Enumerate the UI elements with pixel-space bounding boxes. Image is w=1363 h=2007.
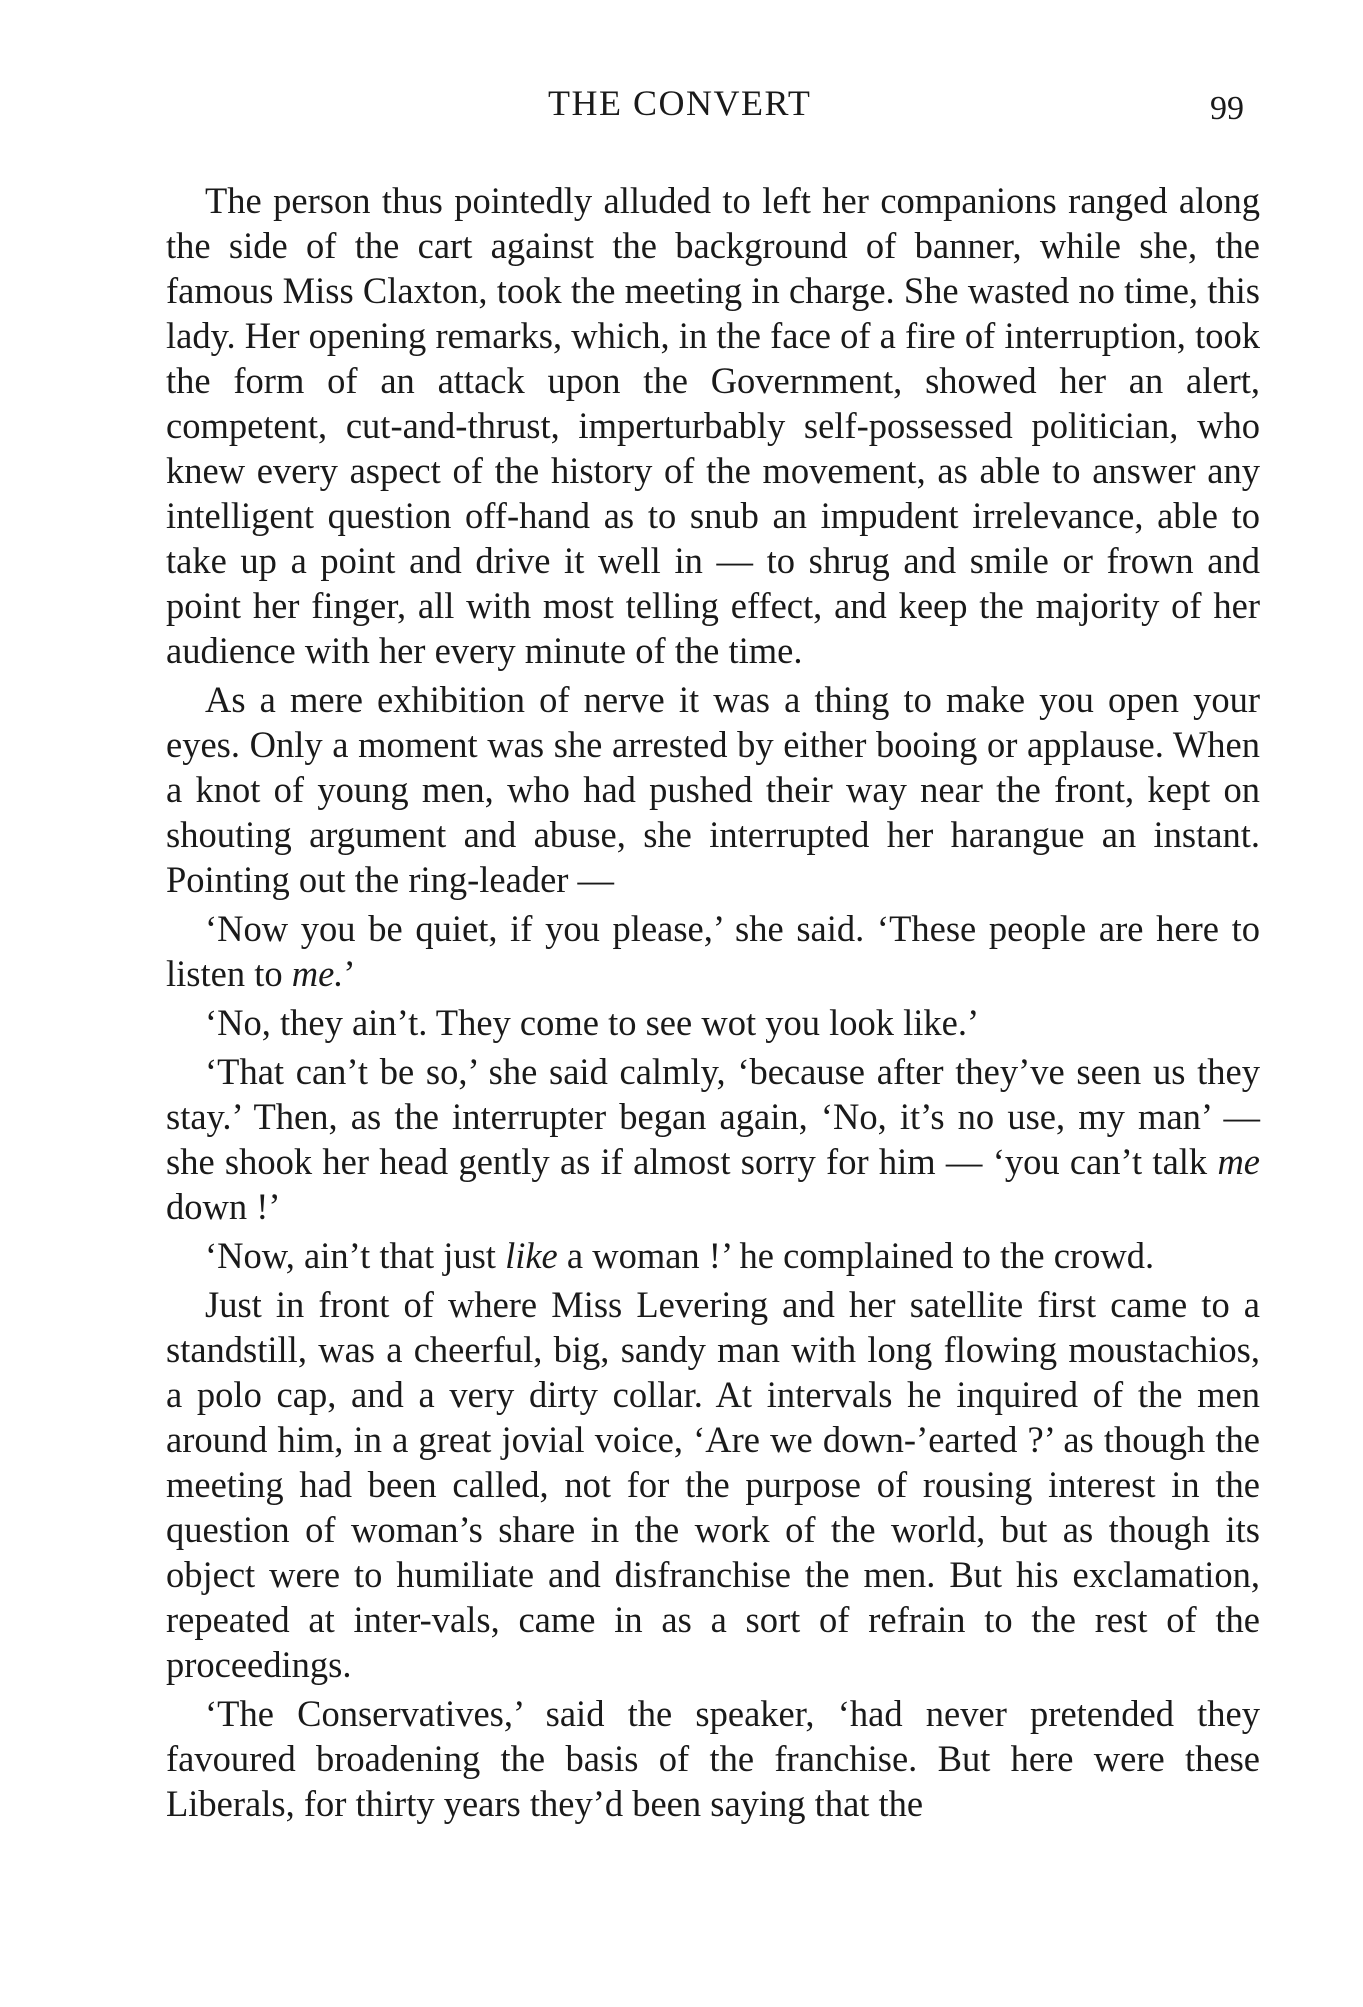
running-head: [0, 82, 1363, 132]
body-text: [166, 178, 1260, 1826]
italic-emphasis: me.: [291, 953, 344, 994]
paragraph: [166, 1282, 1260, 1687]
paragraph-text: ‘Now you be quiet, if you please,’ she said. ‘These people are here to listen to: [166, 908, 1260, 994]
page-number: 99: [1210, 90, 1244, 127]
paragraph: [166, 1233, 1260, 1278]
paragraph: [166, 1000, 1260, 1045]
paragraph: [166, 1691, 1260, 1826]
running-title: THE CONVERT: [548, 83, 812, 123]
paragraph: [166, 677, 1260, 902]
italic-emphasis: like: [505, 1235, 558, 1276]
paragraph-text: ‘That can’t be so,’ she said calmly, ‘because after they’ve seen us they stay.’ Then, as the interrupter began again, ‘No, it’s no use, my man’ — she shook her head gently as if almost sorry for him — ‘you can’t talk: [166, 1051, 1260, 1182]
paragraph-text: Just in front of where Miss Levering and her satellite first came to a standstill, was a cheerful, big, sandy man with long flowing moustachios, a polo cap, and a very dirty collar. At intervals he inquired of the men around him, in a great jovial voice, ‘Are we down-’earted ?’ as though the meeting had been called, not for the purpose of rousing interest in the question of woman’s share in the work of the world, but as though its object were to humiliate and disfranchise the men. But his exclamation, repeated at inter-vals, came in as a sort of refrain to the rest of the proceedings.: [166, 1284, 1260, 1685]
paragraph: [166, 178, 1260, 673]
paragraph-text: ‘No, they ain’t. They come to see wot you look like.’: [205, 1002, 980, 1043]
paragraph-text: ‘The Conservatives,’ said the speaker, ‘had never pretended they favoured broadening the basis of the franchise. But here were these Liberals, for thirty years they’d been saying that the: [166, 1693, 1260, 1824]
paragraph-text: ‘Now, ain’t that just: [205, 1235, 506, 1276]
paragraph-text: down !’: [166, 1186, 281, 1227]
paragraph: [166, 906, 1260, 996]
italic-emphasis: me: [1217, 1141, 1260, 1182]
paragraph-text: ’: [343, 953, 356, 994]
paragraph-text: a woman !’ he complained to the crowd.: [557, 1235, 1155, 1276]
paragraph: [166, 1049, 1260, 1229]
paragraph-text: As a mere exhibition of nerve it was a thing to make you open your eyes. Only a moment was she arrested by either booing or applause. When a knot of young men, who had pushed their way near the front, kept on shouting argument and abuse, she interrupted her harangue an instant. Pointing out the ring-leader —: [166, 679, 1260, 900]
paragraph-text: The person thus pointedly alluded to left her companions ranged along the side of the cart against the background of banner, while she, the famous Miss Claxton, took the meeting in charge. She wasted no time, this lady. Her opening remarks, which, in the face of a fire of interruption, took the form of an attack upon the Government, showed her an alert, competent, cut-and-thrust, imperturbably self-possessed politician, who knew every aspect of the history of the movement, as able to answer any intelligent question off-hand as to snub an impudent irrelevance, able to take up a point and drive it well in — to shrug and smile or frown and point her finger, all with most telling effect, and keep the majority of her audience with her every minute of the time.: [166, 180, 1260, 671]
